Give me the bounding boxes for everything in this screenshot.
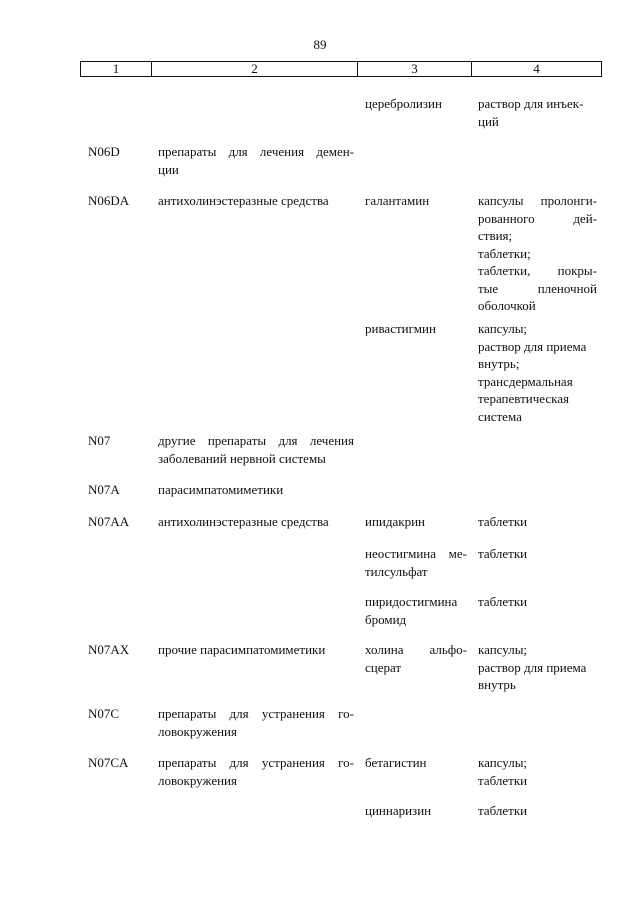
column-header-3: 3 [358,62,472,77]
dosage-forms-line: капсулы; [478,755,528,770]
anatomical-therapeutic-group-line: заболеваний нервной системы [158,450,326,466]
dosage-forms-line: тые пленочной [478,280,597,296]
dosage-forms-line: таблетки; [478,245,531,261]
anatomical-therapeutic-group-line: другие препараты для лечения [158,433,354,448]
drug-name-line: неостигмина ме- [365,546,467,561]
page-number: 89 [313,37,327,52]
dosage-forms [478,513,597,531]
anatomical-therapeutic-group-line: антихолинэстеразные средства [158,193,329,208]
anatomical-therapeutic-group-line: прочие парасимпатомиметики [158,642,326,657]
drug-name-line: сцерат [365,659,402,675]
anatomical-therapeutic-group [158,705,354,740]
column-header-1: 1 [81,62,152,77]
dosage-forms [478,593,597,611]
dosage-forms-line: таблетки [478,514,528,529]
dosage-forms-line: раствор для приема [478,338,587,354]
dosage-forms [478,641,597,694]
atc-code: N07AA [88,514,130,529]
dosage-forms [478,545,597,563]
atc-code: N06DA [88,193,130,208]
drug-name-line: холина альфо- [365,642,467,657]
dosage-forms-line: таблетки [478,772,528,788]
dosage-forms-line: раствор для инъек- [478,96,584,111]
dosage-forms-line: таблетки [478,546,528,561]
drug-name [365,513,467,531]
drug-name-line: циннаризин [365,803,432,818]
drug-name [365,192,467,210]
drug-name-line: бромид [365,611,407,627]
atc-code: N07 [88,433,111,448]
dosage-forms-line: капсулы; [478,642,528,657]
dosage-forms-line: капсулы пролонги- [478,193,597,208]
anatomical-therapeutic-group [158,432,354,467]
drug-name-line: церебролизин [365,96,442,111]
atc-code: N06D [88,144,120,159]
dosage-forms-line: капсулы; [478,321,528,336]
drug-name-line: галантамин [365,193,430,208]
dosage-forms-line: трансдермальная [478,373,573,389]
dosage-forms [478,754,597,789]
anatomical-therapeutic-group [158,641,354,659]
anatomical-therapeutic-group [158,754,354,789]
dosage-forms-line: таблетки [478,594,528,609]
drug-name [365,593,467,628]
dosage-forms-line: внутрь; [478,356,520,371]
dosage-forms-line: таблетки [478,803,528,818]
dosage-forms-line: ций [478,113,499,129]
anatomical-therapeutic-group-line: ловокружения [158,772,237,788]
column-header-table [80,61,602,77]
drug-name [365,95,467,113]
anatomical-therapeutic-group [158,481,354,499]
column-header-row [81,62,602,77]
drug-name-line: пиридостигмина [365,594,458,609]
drug-name [365,802,467,820]
dosage-forms-line: внутрь [478,677,516,692]
anatomical-therapeutic-group [158,143,354,178]
dosage-forms [478,320,597,425]
anatomical-therapeutic-group-line: препараты для лечения демен- [158,144,354,159]
drug-name [365,641,467,676]
dosage-forms-line: таблетки, покры- [478,263,597,278]
dosage-forms [478,192,597,315]
dosage-forms-line: оболочкой [478,298,536,313]
anatomical-therapeutic-group-line: ловокружения [158,723,237,739]
anatomical-therapeutic-group-line: антихолинэстеразные средства [158,514,329,529]
drug-name-line: ипидакрин [365,514,425,529]
anatomical-therapeutic-group-line: парасимпатомиметики [158,482,284,497]
atc-code: N07A [88,482,120,497]
dosage-forms-line: ствия; [478,228,513,243]
drug-name [365,320,467,338]
anatomical-therapeutic-group [158,513,354,531]
dosage-forms-line: раствор для приема [478,659,587,675]
anatomical-therapeutic-group [158,192,354,210]
column-header-2: 2 [152,62,358,77]
dosage-forms-line: терапевтическая [478,391,569,406]
atc-code: N07AX [88,642,130,657]
drug-name-line: бетагистин [365,755,427,770]
drug-name [365,754,467,772]
atc-code: N07CA [88,755,129,770]
drug-name-line: ривастигмин [365,321,436,336]
drug-name [365,545,467,580]
anatomical-therapeutic-group-line: препараты для устранения го- [158,706,354,721]
dosage-forms [478,802,597,820]
anatomical-therapeutic-group-line: ции [158,161,179,177]
atc-code: N07C [88,706,120,721]
anatomical-therapeutic-group-line: препараты для устранения го- [158,755,354,770]
dosage-forms-line: система [478,408,522,424]
drug-name-line: тилсульфат [365,563,428,579]
dosage-forms-line: рованного дей- [478,210,597,226]
column-header-4: 4 [472,62,602,77]
dosage-forms [478,95,597,130]
